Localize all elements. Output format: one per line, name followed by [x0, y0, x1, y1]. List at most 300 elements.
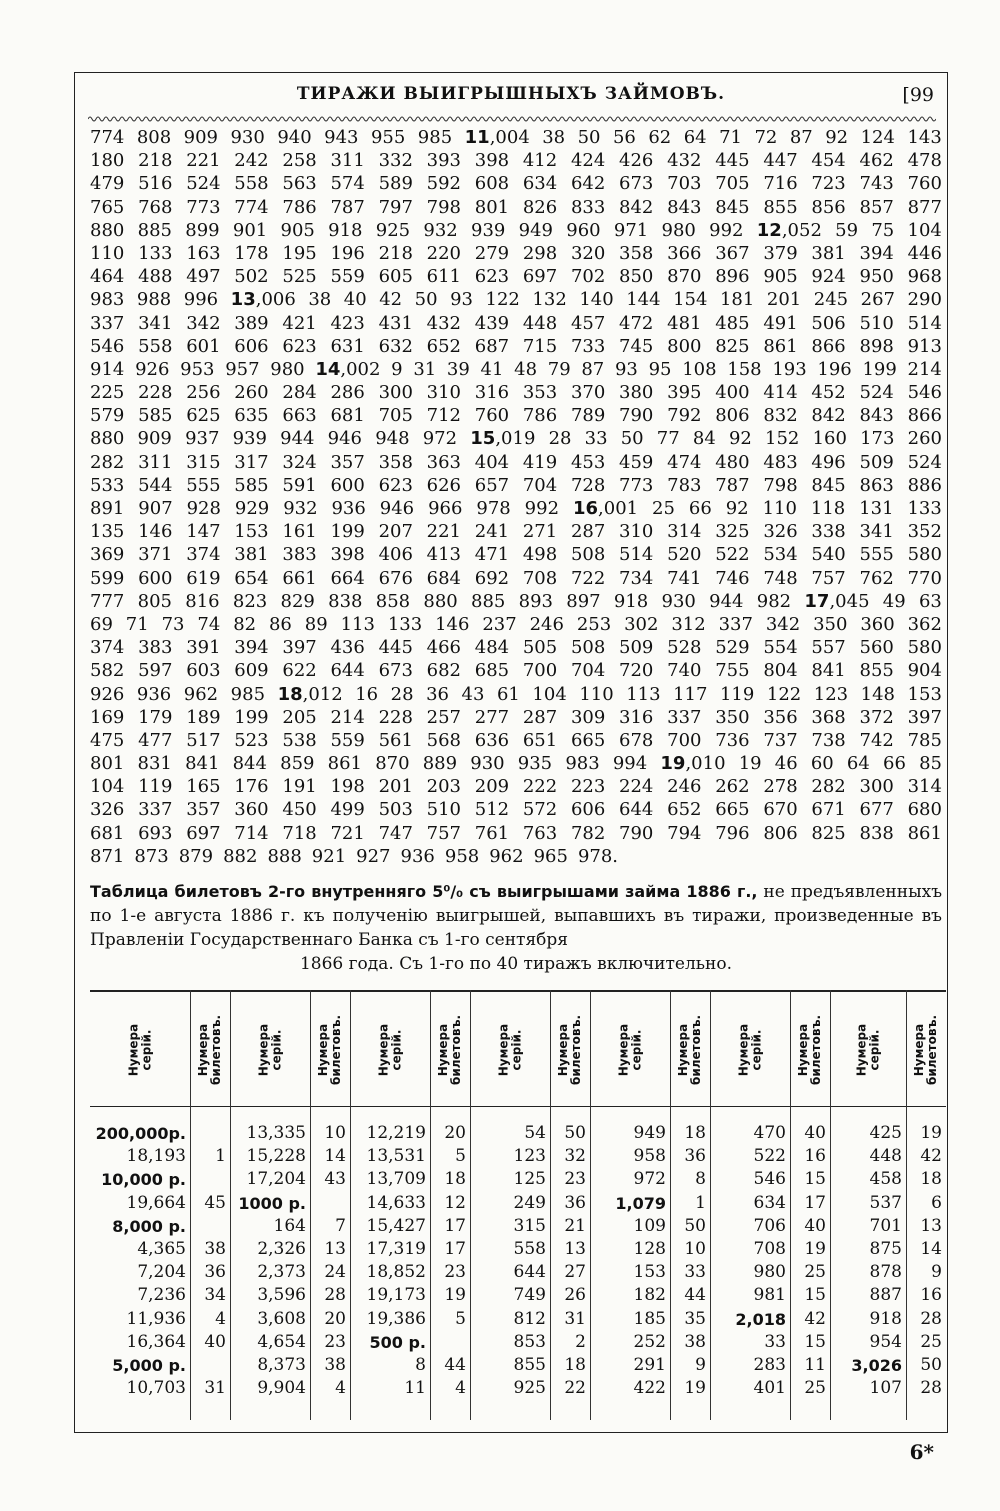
- header-series: [230, 1000, 310, 1100]
- header-series-label: Нумера серiй.: [126, 1023, 153, 1077]
- number-token: 737: [763, 729, 798, 751]
- number-token: 926: [135, 358, 170, 380]
- number-token: 381: [811, 242, 846, 264]
- number-token: 119: [138, 776, 173, 798]
- series-cell: 2,373: [257, 1262, 306, 1283]
- ticket-cell: 18: [920, 1169, 942, 1190]
- number-token: 38: [308, 289, 332, 311]
- number-token: 601: [186, 335, 221, 357]
- number-token: 831: [137, 753, 172, 775]
- number-token: 657: [474, 474, 510, 496]
- ticket-cell: 8: [695, 1169, 706, 1190]
- number-token: 932: [283, 498, 318, 519]
- series-cell: 500 р.: [369, 1332, 426, 1352]
- number-token: 949: [518, 219, 553, 241]
- series-cell: 13,335: [246, 1123, 306, 1143]
- number-line: [90, 172, 942, 195]
- number-token: 982: [756, 590, 792, 612]
- series-cell: 522: [753, 1146, 786, 1167]
- number-token: 218: [138, 150, 173, 172]
- number-token: 113: [340, 613, 375, 635]
- number-token: 936: [331, 498, 366, 519]
- number-line: [90, 149, 942, 172]
- number-token: 431: [378, 312, 413, 334]
- ticket-cell: 38: [204, 1238, 226, 1259]
- number-token: 870: [375, 753, 410, 775]
- number-line: [90, 242, 942, 265]
- number-token: 882: [223, 845, 258, 867]
- number-token: 123: [813, 683, 849, 705]
- number-token: 11,004: [464, 127, 530, 148]
- number-token: 514: [619, 544, 654, 566]
- ticket-cell: [310, 1192, 346, 1215]
- series-column: [710, 1122, 786, 1400]
- series-cell: 425: [869, 1123, 902, 1143]
- number-token: 631: [330, 335, 365, 357]
- header-tickets: [790, 1000, 830, 1100]
- number-token: 302: [624, 613, 659, 635]
- number-token: 488: [138, 266, 173, 288]
- number-token: 879: [178, 845, 214, 867]
- number-token: 367: [715, 242, 750, 264]
- number-token: 300: [378, 382, 413, 404]
- number-token: 205: [282, 706, 317, 728]
- number-token: 661: [282, 567, 317, 589]
- number-token: 715: [522, 335, 558, 357]
- ticket-cell: 36: [684, 1146, 706, 1167]
- number-token: 404: [474, 451, 510, 473]
- number-token: 60: [810, 753, 834, 775]
- number-token: 180: [90, 150, 125, 172]
- number-token: 697: [186, 822, 221, 844]
- number-token: 50: [620, 428, 644, 450]
- number-token: 66: [688, 498, 712, 519]
- header-tickets-label: Нумера билетовъ.: [556, 1014, 583, 1086]
- number-token: 64: [846, 753, 870, 775]
- number-token: 298: [522, 242, 558, 264]
- series-cell: 153: [633, 1262, 666, 1283]
- number-token: 154: [673, 289, 708, 311]
- number-token: 540: [811, 544, 846, 566]
- number-token: 16,001: [572, 498, 639, 519]
- number-token: 315: [186, 451, 221, 473]
- number-token: 207: [378, 521, 413, 543]
- number-token: 856: [811, 196, 846, 218]
- ticket-cell: 36: [564, 1192, 586, 1213]
- number-token: 79: [547, 358, 571, 380]
- number-token: 901: [232, 219, 268, 241]
- number-token: 664: [330, 567, 365, 589]
- number-token: 927: [356, 845, 391, 867]
- number-token: 992: [524, 498, 560, 519]
- number-token: 169: [90, 706, 125, 728]
- ticket-cell: 25: [804, 1262, 826, 1283]
- number-token: 787: [330, 196, 365, 218]
- number-token: 398: [474, 150, 510, 172]
- number-token: 195: [282, 242, 317, 264]
- number-token: 996: [183, 289, 219, 311]
- number-token: 381: [234, 544, 269, 566]
- number-token: 663: [282, 405, 317, 427]
- number-token: 43: [461, 683, 485, 705]
- number-token: 394: [859, 242, 894, 264]
- ticket-cell: 31: [564, 1308, 586, 1329]
- series-cell: 33: [764, 1331, 786, 1352]
- number-token: 585: [138, 405, 173, 427]
- wavy-rule: [88, 114, 936, 124]
- number-token: 958: [444, 845, 480, 867]
- number-token: 635: [234, 405, 269, 427]
- ticket-cell: 18: [444, 1169, 466, 1190]
- series-cell: 7,236: [137, 1285, 186, 1306]
- number-token: 508: [570, 544, 606, 566]
- number-token: 671: [811, 799, 846, 821]
- number-token: 41: [480, 358, 504, 380]
- number-token: 39: [446, 358, 470, 380]
- number-token: 59: [835, 219, 859, 241]
- ticket-cell: 20: [444, 1123, 466, 1143]
- series-cell: 200,000р.: [95, 1124, 186, 1143]
- number-token: 524: [186, 173, 221, 195]
- number-token: 124: [860, 127, 895, 148]
- series-cell: 3,608: [257, 1308, 306, 1329]
- number-token: 432: [667, 150, 702, 172]
- number-token: 680: [907, 799, 942, 821]
- number-token: 524: [859, 382, 894, 404]
- number-token: 199: [330, 521, 365, 543]
- number-token: 743: [859, 173, 894, 195]
- number-token: 801: [474, 196, 510, 218]
- number-token: 880: [90, 219, 125, 241]
- number-token: 498: [522, 544, 558, 566]
- number-token: 374: [90, 637, 125, 659]
- number-token: 746: [715, 567, 750, 589]
- series-cell: 3,596: [257, 1285, 306, 1306]
- number-token: 436: [330, 637, 365, 659]
- number-token: 203: [426, 776, 462, 798]
- number-token: 497: [186, 266, 221, 288]
- number-token: 165: [186, 776, 221, 798]
- number-token: 13,006: [230, 289, 296, 311]
- number-token: 457: [570, 312, 606, 334]
- number-token: 477: [138, 729, 173, 751]
- header-series-label: Нумера серiй.: [496, 1023, 523, 1077]
- ticket-cell: 38: [324, 1354, 346, 1375]
- ticket-cell: 32: [564, 1146, 586, 1167]
- number-token: 19,010: [660, 753, 726, 775]
- ticket-cell: 36: [204, 1262, 226, 1283]
- header-series: [590, 1000, 670, 1100]
- number-token: 163: [186, 242, 221, 264]
- tickets-column: [190, 1122, 226, 1400]
- number-token: 585: [234, 474, 269, 496]
- number-token: 199: [862, 358, 897, 380]
- number-token: 357: [330, 451, 365, 473]
- series-cell: 315: [513, 1215, 546, 1236]
- number-token: 928: [186, 498, 221, 519]
- number-token: 191: [282, 776, 317, 798]
- number-token: 651: [522, 729, 558, 751]
- number-token: 277: [474, 706, 510, 728]
- number-token: 71: [125, 613, 149, 635]
- number-token: 372: [859, 706, 894, 728]
- number-token: 143: [907, 127, 942, 148]
- number-token: 789: [570, 405, 606, 427]
- number-token: 623: [282, 335, 317, 357]
- number-token: 985: [417, 127, 453, 148]
- series-cell: 123: [513, 1146, 546, 1167]
- series-cell: 4,365: [137, 1238, 186, 1259]
- number-token: 152: [765, 428, 800, 450]
- number-token: 459: [619, 451, 654, 473]
- number-token: 12,052: [756, 219, 822, 241]
- number-token: 693: [138, 822, 173, 844]
- number-token: 983: [90, 289, 125, 311]
- page-header: [74, 84, 948, 114]
- number-token: 362: [907, 613, 942, 635]
- ticket-cell: 17: [804, 1192, 826, 1213]
- series-cell: 812: [513, 1308, 546, 1329]
- number-token: 755: [715, 660, 750, 682]
- number-token: 337: [90, 312, 125, 334]
- table-header-rule: [90, 1106, 946, 1107]
- number-token: 761: [474, 822, 510, 844]
- number-token: 805: [137, 590, 172, 612]
- number-line: [90, 752, 942, 775]
- number-token: 825: [715, 335, 750, 357]
- series-cell: 1,079: [615, 1193, 666, 1213]
- series-cell: 19,173: [366, 1285, 426, 1306]
- series-cell: 16,364: [126, 1331, 186, 1352]
- header-tickets-label: Нумера билетовъ.: [436, 1014, 463, 1086]
- number-token: 909: [183, 127, 219, 148]
- number-token: 783: [667, 474, 702, 496]
- number-token: 770: [907, 567, 942, 589]
- number-token: 135: [90, 521, 125, 543]
- number-token: 502: [234, 266, 269, 288]
- ticket-cell: 22: [564, 1378, 586, 1399]
- series-cell: 749: [513, 1285, 546, 1306]
- number-token: 936: [136, 683, 172, 705]
- number-token: 555: [186, 474, 221, 496]
- series-cell: 8,000 р.: [112, 1216, 186, 1236]
- number-token: 685: [474, 660, 510, 682]
- series-cell: 13,531: [366, 1146, 426, 1167]
- ticket-cell: 13: [324, 1238, 346, 1259]
- number-token: 907: [138, 498, 173, 519]
- number-token: 42: [379, 289, 403, 311]
- header-tickets-label: Нумера билетовъ.: [912, 1014, 939, 1086]
- number-token: 445: [378, 637, 413, 659]
- series-cell: 458: [869, 1169, 902, 1190]
- number-token: 880: [423, 590, 458, 612]
- ticket-cell: 26: [564, 1285, 586, 1306]
- number-token: 198: [330, 776, 365, 798]
- number-token: 609: [234, 660, 269, 682]
- number-token: 481: [667, 312, 702, 334]
- ticket-cell: 19: [920, 1123, 942, 1143]
- number-token: 62: [648, 127, 672, 148]
- number-token: 704: [522, 474, 558, 496]
- ticket-cell: 31: [204, 1378, 226, 1399]
- number-token: 944: [709, 590, 744, 612]
- series-cell: 546: [753, 1169, 786, 1190]
- number-token: 104: [907, 219, 942, 241]
- number-token: 705: [378, 405, 413, 427]
- series-column: [830, 1122, 902, 1400]
- number-token: 424: [570, 150, 606, 172]
- number-token: 397: [907, 706, 942, 728]
- number-line: [90, 474, 942, 497]
- number-line: [90, 706, 942, 729]
- series-cell: 558: [513, 1238, 546, 1259]
- ticket-cell: 15: [804, 1331, 826, 1352]
- number-token: 918: [328, 219, 363, 241]
- number-line: [90, 636, 942, 659]
- series-cell: 10,703: [126, 1378, 186, 1399]
- number-token: 946: [327, 428, 363, 450]
- series-cell: 185: [633, 1308, 666, 1329]
- number-token: 412: [522, 150, 558, 172]
- ticket-cell: 1: [695, 1192, 706, 1213]
- ticket-cell: 43: [324, 1169, 346, 1190]
- number-token: 829: [280, 590, 315, 612]
- number-token: 246: [529, 613, 564, 635]
- header-tickets-label: Нумера билетовъ.: [196, 1014, 223, 1086]
- number-line: [90, 288, 942, 311]
- header-series-label: Нумера серiй.: [256, 1023, 283, 1077]
- series-cell: 10,000 р.: [101, 1170, 186, 1190]
- header-tickets: [430, 1000, 470, 1100]
- number-token: 891: [90, 498, 125, 519]
- number-token: 937: [185, 428, 220, 450]
- number-token: 82: [233, 613, 257, 635]
- series-cell: 448: [869, 1146, 902, 1167]
- number-token: 464: [90, 266, 125, 288]
- number-token: 287: [570, 521, 606, 543]
- number-token: 909: [137, 428, 172, 450]
- number-token: 393: [426, 150, 462, 172]
- number-token: 161: [282, 521, 317, 543]
- number-token: 866: [907, 405, 942, 427]
- number-token: 554: [763, 637, 798, 659]
- ticket-cell: 13: [564, 1238, 586, 1259]
- number-token: 350: [715, 706, 750, 728]
- ticket-cell: 14: [920, 1238, 942, 1259]
- number-token: 652: [426, 335, 462, 357]
- number-token: 423: [330, 312, 365, 334]
- series-column: [590, 1122, 666, 1400]
- number-token: 823: [232, 590, 268, 612]
- number-token: 529: [715, 637, 750, 659]
- number-token: 75: [871, 219, 895, 241]
- number-token: 558: [138, 335, 173, 357]
- number-token: 18,012: [277, 683, 343, 705]
- number-token: 720: [619, 660, 654, 682]
- number-token: 110: [762, 498, 797, 519]
- series-cell: 283: [753, 1354, 786, 1375]
- number-token: 652: [667, 799, 702, 821]
- number-token: 939: [471, 219, 506, 241]
- ticket-cell: 45: [204, 1192, 226, 1213]
- series-cell: 14,633: [366, 1192, 426, 1213]
- number-token: 61: [496, 683, 520, 705]
- number-token: 572: [522, 799, 558, 821]
- series-cell: 701: [869, 1215, 902, 1236]
- number-token: 546: [907, 382, 942, 404]
- number-token: 509: [619, 637, 654, 659]
- number-token: 337: [718, 613, 753, 635]
- tickets-column: [790, 1122, 826, 1400]
- number-token: 929: [234, 498, 270, 519]
- ticket-cell: 14: [324, 1146, 346, 1167]
- number-token: 222: [522, 776, 558, 798]
- number-token: 972: [422, 428, 458, 450]
- number-token: 413: [426, 544, 462, 566]
- number-token: 787: [715, 474, 750, 496]
- number-token: 525: [282, 266, 317, 288]
- number-token: 31: [413, 358, 437, 380]
- number-token: 89: [304, 613, 328, 635]
- number-token: 450: [282, 799, 317, 821]
- ticket-cell: 6: [931, 1192, 942, 1213]
- ticket-cell: 40: [804, 1123, 826, 1143]
- number-token: 221: [426, 521, 462, 543]
- number-token: 224: [619, 776, 654, 798]
- number-token: 644: [619, 799, 654, 821]
- number-token: 72: [754, 127, 778, 148]
- series-cell: 18,852: [366, 1262, 426, 1283]
- number-token: 15,019: [470, 428, 536, 450]
- number-token: 144: [626, 289, 661, 311]
- number-token: 140: [579, 289, 614, 311]
- header-series-label: Нумера серiй.: [616, 1023, 643, 1077]
- number-token: 87: [581, 358, 605, 380]
- number-token: 314: [907, 776, 942, 798]
- number-token: 178: [234, 242, 269, 264]
- number-token: 445: [715, 150, 750, 172]
- series-column: [90, 1122, 186, 1400]
- number-token: 943: [324, 127, 359, 148]
- number-token: 133: [138, 242, 173, 264]
- number-token: 466: [426, 637, 462, 659]
- number-token: 687: [474, 335, 510, 357]
- number-token: 721: [330, 822, 365, 844]
- number-token: 665: [715, 799, 750, 821]
- number-line: [90, 265, 942, 288]
- number-token: 196: [817, 358, 852, 380]
- number-token: 119: [719, 683, 755, 705]
- series-cell: 853: [513, 1331, 546, 1352]
- number-token: 962: [183, 683, 219, 705]
- number-token: 316: [474, 382, 510, 404]
- ticket-cell: 11: [804, 1354, 826, 1375]
- number-token: 757: [811, 567, 846, 589]
- series-cell: 875: [869, 1238, 902, 1259]
- ticket-cell: 17: [444, 1215, 466, 1236]
- caption-last-line: 1866 года. Съ 1-го по 40 тиражъ включительно.: [299, 954, 733, 974]
- number-line: [90, 798, 942, 821]
- number-token: 199: [234, 706, 269, 728]
- number-line: [90, 845, 942, 868]
- ticket-cell: 21: [564, 1215, 586, 1236]
- number-token: 117: [673, 683, 708, 705]
- number-token: 352: [907, 521, 942, 543]
- number-token: 833: [570, 196, 606, 218]
- number-token: 580: [907, 544, 942, 566]
- bottom-rule: [74, 1432, 948, 1433]
- number-token: 980: [270, 358, 305, 380]
